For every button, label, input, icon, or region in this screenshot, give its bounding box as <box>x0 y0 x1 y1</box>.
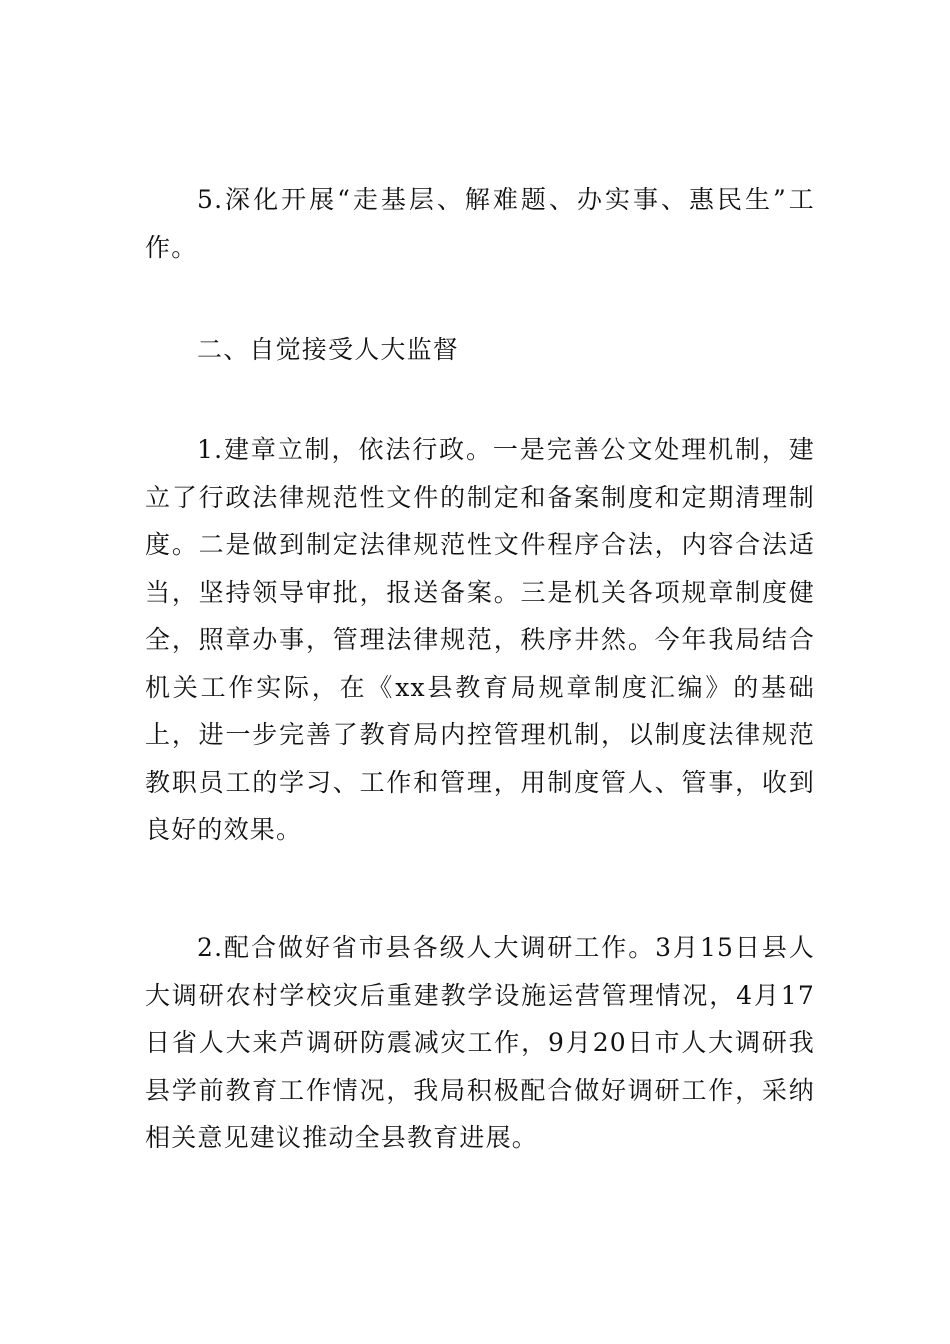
section-heading: 二、自觉接受人大监督 <box>197 335 460 364</box>
paragraph-item-1: 1.建章立制，依法行政。一是完善公文处理机制，建立了行政法律规范性文件的制定和备案制度和定期清理制度。二是做到制定法律规范性文件程序合法，内容合法适当，坚持领导审批，报送备案。三是机关各项规章制度健全，照章办事，管理法律规范，秩序井然。今年我局结合机关工作实际，在《xx县教育局规章制度汇编》的基础上，进一步完善了教育局内控管理机制，以制度法律规范教职员工的学习、工作和管理，用制度管人、管事，收到良好的效果。 <box>145 435 815 844</box>
paragraph-item-2: 2.配合做好省市县各级人大调研工作。3月15日县人大调研农村学校灾后重建教学设施运营管理情况，4月17日省人大来芦调研防震减灾工作，9月20日市人大调研我县学前教育工作情况，我局积极配合做好调研工作，采纳相关意见建议推动全县教育进展。 <box>145 933 815 1152</box>
paragraph-item-5: 5.深化开展“走基层、解难题、办实事、惠民生”工作。 <box>145 185 815 262</box>
